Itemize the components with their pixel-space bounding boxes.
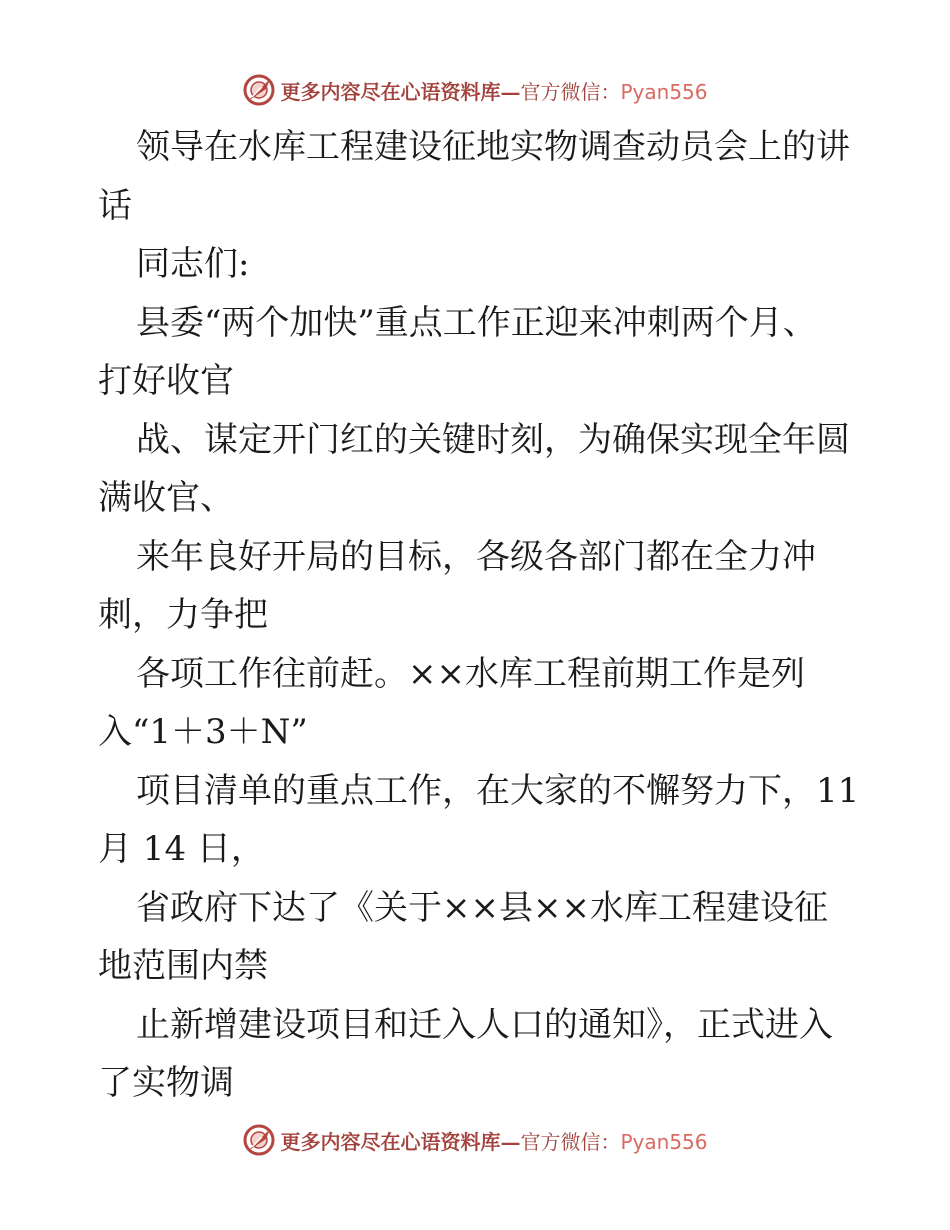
quill-logo-icon xyxy=(242,73,276,107)
paragraph-line: 省政府下达了《关于××县××水库工程建设征 xyxy=(136,887,828,928)
paragraph-line: 了实物调 xyxy=(98,1063,234,1103)
banner-wechat-id: Pyan556 xyxy=(620,1129,708,1154)
paragraph-line: 地范围内禁 xyxy=(98,946,268,986)
quill-logo-icon xyxy=(242,1123,276,1157)
paragraph-line: 满收官、 xyxy=(98,478,234,518)
paragraph-line: 月 14 日， xyxy=(98,829,265,869)
paragraph-line: 各项工作往前赶。××水库工程前期工作是列 xyxy=(136,653,805,694)
banner-text xyxy=(280,76,707,105)
header-banner xyxy=(0,70,950,110)
salutation: 同志们: xyxy=(136,244,250,284)
paragraph-line: 打好收官 xyxy=(98,361,234,401)
banner-slogan: 更多内容尽在心语资料库 xyxy=(280,1129,501,1154)
banner-dash: — xyxy=(500,1129,521,1154)
banner-wechat-label: 官方微信： xyxy=(520,1129,621,1154)
title-line-1: 领导在水库工程建设征地实物调查动员会上的讲 xyxy=(136,127,850,167)
banner-wechat-id: Pyan556 xyxy=(620,79,708,104)
paragraph-line: 战、谋定开门红的关键时刻，为确保实现全年圆 xyxy=(136,419,850,460)
paragraph-line: 项目清单的重点工作，在大家的不懈努力下，11 xyxy=(136,770,860,811)
banner-wechat-label: 官方微信： xyxy=(520,79,621,104)
banner-text xyxy=(280,1126,707,1155)
document-body xyxy=(98,118,858,1113)
paragraph-line: 县委“两个加快”重点工作正迎来冲刺两个月、 xyxy=(136,302,817,343)
paragraph-line: 止新增建设项目和迁入人口的通知》，正式进入 xyxy=(136,1004,833,1045)
footer-banner xyxy=(0,1120,950,1160)
paragraph-line: 入“1＋3＋N” xyxy=(98,712,308,752)
title-line-2: 话 xyxy=(98,185,132,226)
banner-dash: — xyxy=(500,79,521,104)
paragraph-line: 刺，力争把 xyxy=(98,595,268,635)
paragraph-line: 来年良好开局的目标，各级各部门都在全力冲 xyxy=(136,536,816,577)
banner-slogan: 更多内容尽在心语资料库 xyxy=(280,79,501,104)
